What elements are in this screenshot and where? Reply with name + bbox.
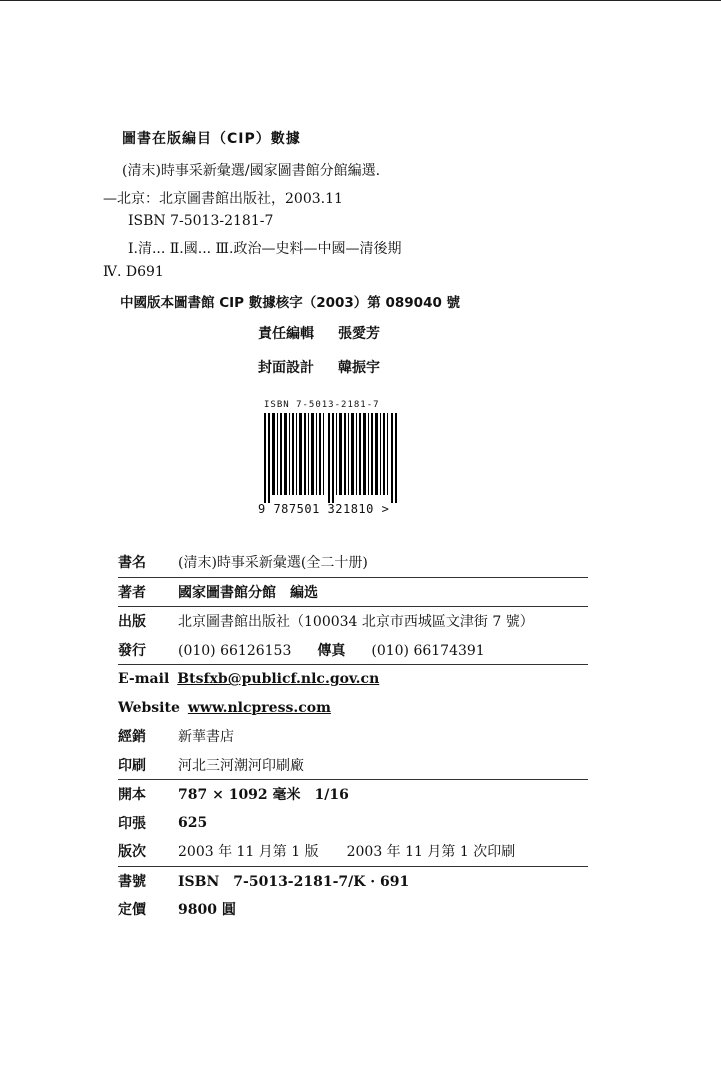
distributor-label: 經銷 (118, 729, 146, 746)
cip-line-title: (清末)時事采新彙選/國家圖書館分館編選. (122, 163, 381, 179)
barcode-bars-icon (258, 413, 408, 503)
info-row-website (118, 694, 588, 723)
isbn-barcode (258, 400, 408, 525)
sheets-label: 印張 (118, 815, 146, 832)
info-row-issue (118, 636, 588, 665)
top-border-line (0, 0, 721, 1)
info-row-distributor (118, 722, 588, 751)
info-row-edition (118, 837, 588, 866)
cover-label: 封面設計 (258, 360, 314, 376)
info-row-email (118, 664, 588, 694)
edition-label: 版次 (118, 844, 146, 861)
format-label: 開本 (118, 787, 146, 804)
distributor-value: 新華書店 (178, 729, 234, 746)
publisher-label: 出版 (118, 614, 146, 631)
cip-line-data-number: 中國版本圖書館 CIP 數據核字（2003）第 089040 號 (120, 295, 461, 311)
sheets-value: 625 (178, 814, 208, 831)
info-row-title (118, 548, 588, 577)
issue-label: 發行 (118, 642, 146, 659)
printer-label: 印刷 (118, 757, 146, 774)
info-row-author (118, 577, 588, 607)
website-label: Website (118, 699, 180, 716)
fax-value: (010) 66174391 (371, 642, 485, 659)
cip-line-subjects: Ⅰ.清... Ⅱ.國... Ⅲ.政治—史料—中國—清後期 (128, 241, 402, 257)
editor-label: 責任編輯 (258, 326, 314, 342)
info-row-format (118, 779, 588, 809)
website-link[interactable]: www.nlcpress.com (187, 699, 331, 716)
book-number-value: ISBN 7-5013-2181-7/K · 691 (178, 873, 410, 890)
title-label: 書名 (118, 555, 146, 572)
author-value: 國家圖書館分館 編选 (178, 584, 318, 601)
responsible-editor (258, 323, 380, 343)
barcode-number-text: 9 787501 321810 > (258, 502, 390, 516)
cip-line-classification: Ⅳ. D691 (103, 264, 164, 280)
cover-name: 韓振宇 (338, 360, 380, 376)
editor-name: 張愛芳 (338, 326, 380, 342)
printer-value: 河北三河潮河印刷廠 (178, 757, 304, 774)
info-row-printer (118, 751, 588, 780)
info-row-price (118, 895, 588, 924)
email-label: E-mail (118, 671, 170, 688)
issue-phone: (010) 66126153 (178, 642, 292, 659)
cip-line-isbn: ISBN 7-5013-2181-7 (128, 213, 274, 229)
cip-title: 圖書在版編目（CIP）數據 (122, 131, 301, 147)
info-row-publisher (118, 606, 588, 636)
barcode-isbn-text: ISBN 7-5013-2181-7 (264, 400, 380, 410)
info-row-sheets (118, 809, 588, 838)
format-value: 787 × 1092 毫米 1/16 (178, 787, 349, 804)
author-label: 著者 (118, 584, 146, 601)
fax-label: 傳真 (317, 642, 346, 659)
cip-line-publisher: —北京：北京圖書館出版社，2003.11 (103, 191, 343, 207)
edition-value: 2003 年 11 月第 1 版 2003 年 11 月第 1 次印刷 (178, 844, 516, 861)
publisher-value: 北京圖書館出版社（100034 北京市西城區文津街 7 號） (178, 614, 534, 631)
title-value: (清末)時事采新彙選(全二十册) (178, 555, 368, 572)
info-row-book-number (118, 866, 588, 896)
cover-designer (258, 357, 380, 377)
publication-info-table (118, 548, 588, 924)
price-value: 9800 圓 (178, 902, 236, 919)
email-link[interactable]: Btsfxb@publicf.nlc.gov.cn (177, 671, 380, 688)
price-label: 定價 (118, 902, 146, 919)
book-number-label: 書號 (118, 873, 146, 890)
